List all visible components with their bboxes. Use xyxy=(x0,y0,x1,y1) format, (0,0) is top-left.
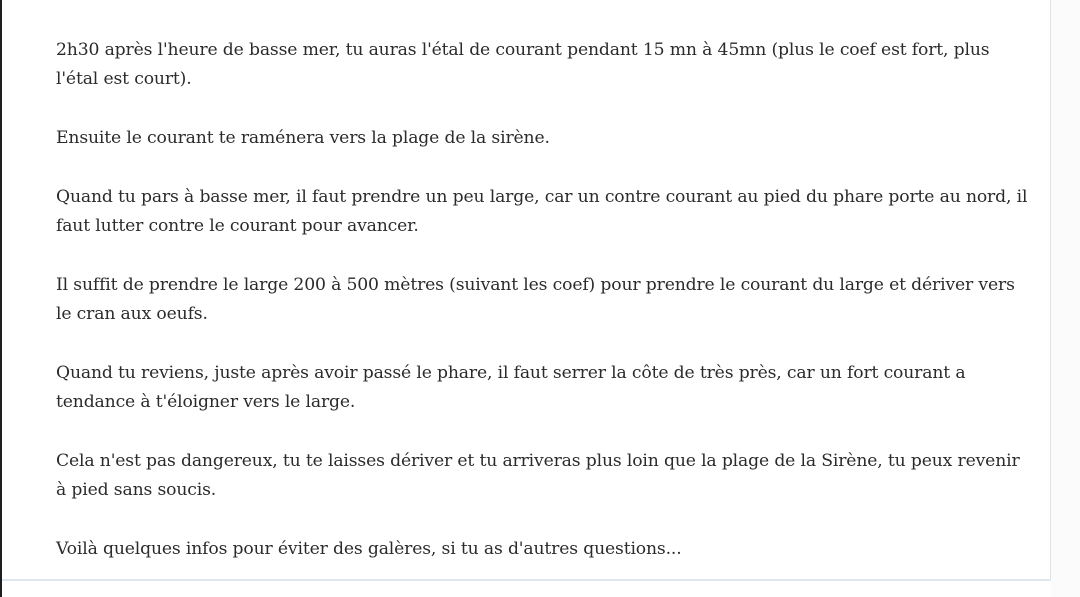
post-paragraph-1: 2h30 après l'heure de basse mer, tu auras l'étal de courant pendant 15 mn à 45mn (plus le coef est fort, plus l'étal est court). xyxy=(56,40,990,89)
post-card xyxy=(2,0,1051,580)
post-paragraph-5: Quand tu reviens, juste après avoir passé le phare, il faut serrer la côte de très près, car un fort courant a tendance à t'éloigner vers le large. xyxy=(56,363,966,412)
page-right-gutter xyxy=(1051,0,1080,597)
post-paragraph-4: Il suffit de prendre le large 200 à 500 mètres (suivant les coef) pour prendre le courant du large et dériver vers le cran aux oeufs. xyxy=(56,275,1015,324)
post-paragraph-3: Quand tu pars à basse mer, il faut prendre un peu large, car un contre courant au pied du phare porte au nord, il faut lutter contre le courant pour avancer. xyxy=(56,187,1028,236)
post-paragraph-2: Ensuite le courant te raménera vers la plage de la sirène. xyxy=(56,128,550,148)
post-body xyxy=(56,36,1031,564)
post-paragraph-6: Cela n'est pas dangereux, tu te laisses dériver et tu arriveras plus loin que la plage de la Sirène, tu peux revenir à pied sans soucis. xyxy=(56,451,1020,500)
post-card-bottom-divider xyxy=(2,579,1051,581)
post-paragraph-7: Voilà quelques infos pour éviter des galères, si tu as d'autres questions... xyxy=(56,539,682,559)
